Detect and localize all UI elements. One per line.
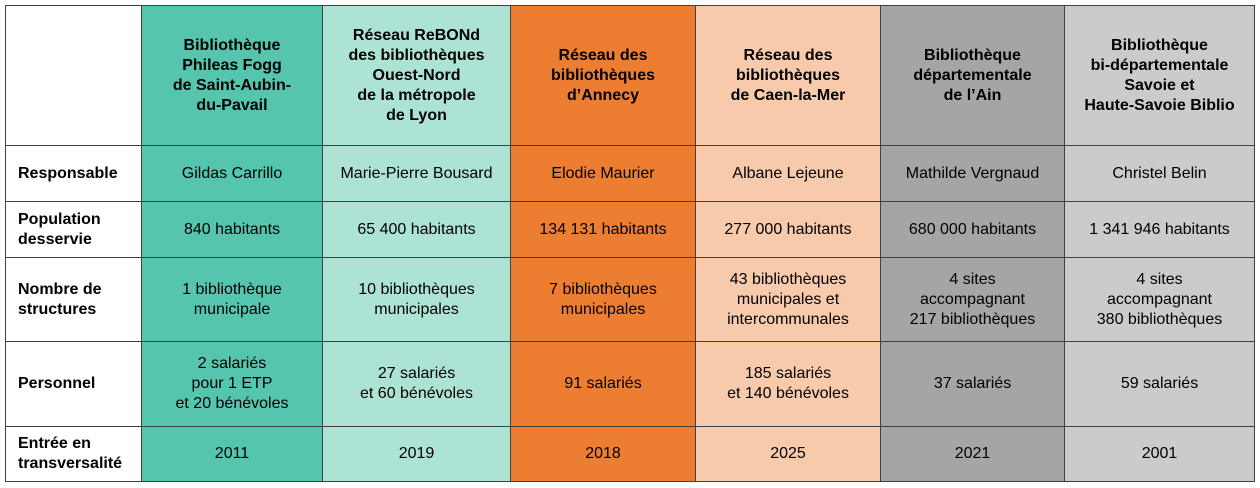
column-header-caen-la-mer: Réseau des bibliothèques de Caen-la-Mer [696, 6, 881, 146]
table-cell: Christel Belin [1065, 146, 1255, 202]
table-cell: 2011 [142, 427, 323, 482]
table-cell: 840 habitants [142, 202, 323, 258]
table-cell: Marie-Pierre Bousard [323, 146, 511, 202]
table-cell: 1 341 946 habitants [1065, 202, 1255, 258]
row-label-population: Population desservie [6, 202, 142, 258]
table-cell: Mathilde Vergnaud [881, 146, 1065, 202]
table-row-transversalite [6, 427, 1255, 482]
table-row-structures [6, 258, 1255, 342]
table-cell: 2025 [696, 427, 881, 482]
table-cell: 277 000 habitants [696, 202, 881, 258]
table-cell: 2021 [881, 427, 1065, 482]
table-cell: 59 salariés [1065, 342, 1255, 427]
table-cell: 1 bibliothèque municipale [142, 258, 323, 342]
header-row [6, 6, 1255, 146]
table-cell: Albane Lejeune [696, 146, 881, 202]
row-label-responsable: Responsable [6, 146, 142, 202]
table-row-personnel [6, 342, 1255, 427]
table-cell: 134 131 habitants [511, 202, 696, 258]
row-label-transversalite: Entrée en transversalité [6, 427, 142, 482]
column-header-annecy: Réseau des bibliothèques d’Annecy [511, 6, 696, 146]
row-label-personnel: Personnel [6, 342, 142, 427]
column-header-savoie-biblio: Bibliothèque bi-départementale Savoie et Haute-Savoie Biblio [1065, 6, 1255, 146]
table-cell: 2019 [323, 427, 511, 482]
table-cell: 4 sites accompagnant 217 bibliothèques [881, 258, 1065, 342]
table-cell: 27 salariés et 60 bénévoles [323, 342, 511, 427]
corner-cell [6, 6, 142, 146]
table-row-responsable [6, 146, 1255, 202]
table-cell: 2018 [511, 427, 696, 482]
table-cell: 65 400 habitants [323, 202, 511, 258]
table-cell: 4 sites accompagnant 380 bibliothèques [1065, 258, 1255, 342]
table-cell: 2 salariés pour 1 ETP et 20 bénévoles [142, 342, 323, 427]
column-header-rebond: Réseau ReBONd des bibliothèques Ouest-Nord de la métropole de Lyon [323, 6, 511, 146]
table-cell: 680 000 habitants [881, 202, 1065, 258]
table-cell: 185 salariés et 140 bénévoles [696, 342, 881, 427]
table-cell: Gildas Carrillo [142, 146, 323, 202]
table-cell: 7 bibliothèques municipales [511, 258, 696, 342]
table-cell: Elodie Maurier [511, 146, 696, 202]
row-label-structures: Nombre de structures [6, 258, 142, 342]
table-cell: 91 salariés [511, 342, 696, 427]
table-cell: 2001 [1065, 427, 1255, 482]
table-cell: 43 bibliothèques municipales et intercommunales [696, 258, 881, 342]
libraries-comparison-table [5, 5, 1255, 482]
table-row-population [6, 202, 1255, 258]
table-cell: 37 salariés [881, 342, 1065, 427]
column-header-phileas-fogg: Bibliothèque Phileas Fogg de Saint-Aubin- du-Pavail [142, 6, 323, 146]
column-header-ain: Bibliothèque départementale de l’Ain [881, 6, 1065, 146]
table-cell: 10 bibliothèques municipales [323, 258, 511, 342]
